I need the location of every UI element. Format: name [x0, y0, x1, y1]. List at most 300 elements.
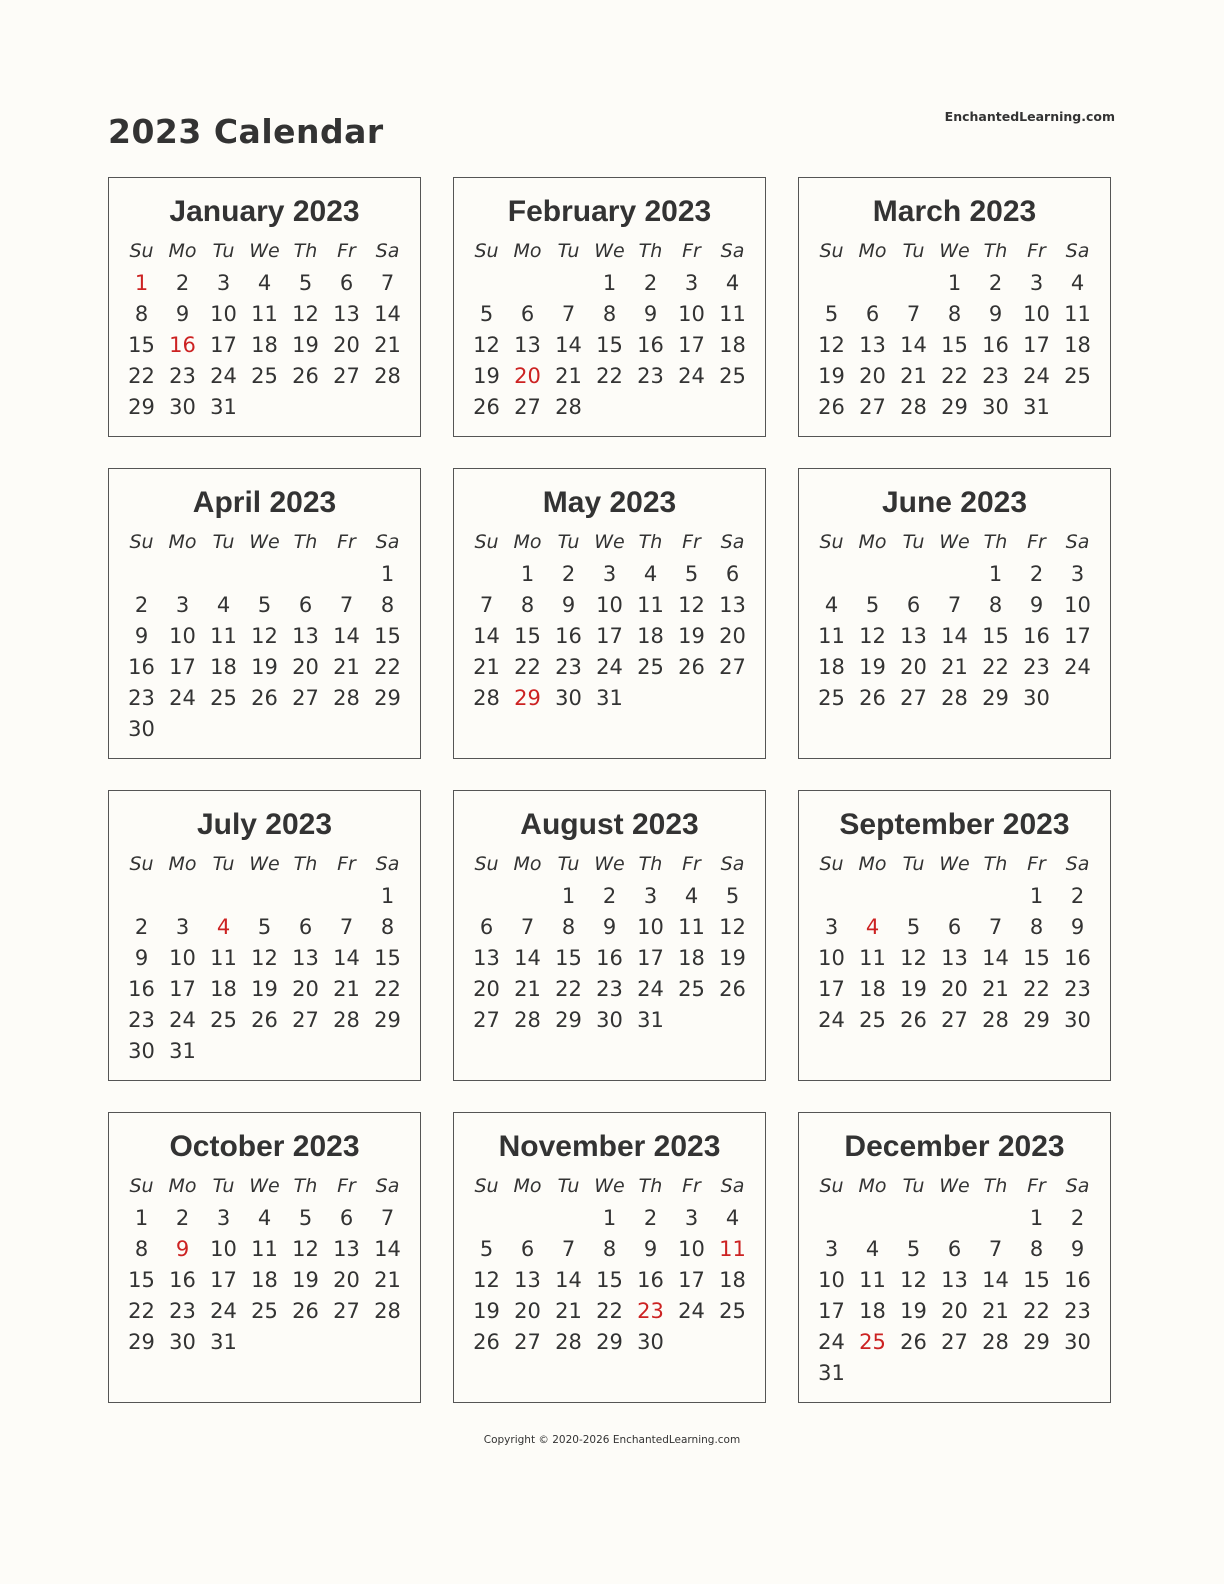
- day-cell: 7: [479, 593, 494, 617]
- day-cell: 20: [292, 655, 319, 679]
- day-cell: 21: [473, 655, 500, 679]
- day-cell: 8: [520, 593, 535, 617]
- month-title: February 2023: [507, 195, 712, 228]
- weekday-label: Mo: [168, 531, 197, 553]
- weekday-label: Tu: [902, 240, 925, 262]
- day-cell: 16: [982, 333, 1009, 357]
- weekday-label: We: [939, 531, 970, 553]
- day-cell: 22: [596, 1299, 623, 1323]
- empty-day-cell: [934, 1203, 975, 1234]
- day-cell: 19: [251, 977, 278, 1001]
- day-cell: 12: [900, 946, 927, 970]
- day-cell: 17: [818, 1299, 845, 1323]
- day-cell: 29: [941, 395, 968, 419]
- day-cell: 29: [555, 1008, 582, 1032]
- day-grid: [811, 881, 1110, 1036]
- weekday-header-row: [811, 237, 1110, 265]
- day-cell: 19: [859, 655, 886, 679]
- day-cell: 12: [473, 1268, 500, 1292]
- month-calendar: [453, 1112, 766, 1403]
- day-cell: 27: [514, 395, 541, 419]
- day-cell: 10: [818, 946, 845, 970]
- weekday-label: Tu: [212, 853, 235, 875]
- holiday-day-cell: 9: [175, 1237, 190, 1261]
- day-cell: 8: [380, 915, 395, 939]
- day-cell: 30: [555, 686, 582, 710]
- day-cell: 28: [982, 1330, 1009, 1354]
- day-cell: 18: [1064, 333, 1091, 357]
- day-cell: 23: [169, 364, 196, 388]
- empty-day-cell: [852, 268, 893, 299]
- day-cell: 27: [514, 1330, 541, 1354]
- day-cell: 5: [684, 562, 699, 586]
- weekday-label: Su: [819, 853, 844, 875]
- empty-day-cell: [852, 1203, 893, 1234]
- day-cell: 27: [333, 1299, 360, 1323]
- weekday-label: We: [939, 240, 970, 262]
- day-cell: 30: [637, 1330, 664, 1354]
- day-cell: 25: [637, 655, 664, 679]
- day-cell: 14: [941, 624, 968, 648]
- day-cell: 8: [380, 593, 395, 617]
- day-cell: 19: [678, 624, 705, 648]
- day-cell: 26: [900, 1330, 927, 1354]
- day-cell: 31: [210, 1330, 237, 1354]
- day-cell: 26: [473, 1330, 500, 1354]
- day-cell: 7: [988, 1237, 1003, 1261]
- day-cell: 11: [251, 1237, 278, 1261]
- empty-day-cell: [811, 881, 852, 912]
- day-cell: 10: [818, 1268, 845, 1292]
- day-cell: 9: [1070, 915, 1085, 939]
- weekday-label: Th: [293, 853, 318, 875]
- day-cell: 16: [637, 333, 664, 357]
- day-cell: 20: [941, 1299, 968, 1323]
- day-cell: 14: [982, 1268, 1009, 1292]
- day-cell: 28: [941, 686, 968, 710]
- day-cell: 5: [257, 593, 272, 617]
- day-cell: 3: [1070, 562, 1085, 586]
- day-cell: 1: [380, 884, 395, 908]
- weekday-header-row: [121, 1172, 420, 1200]
- weekday-label: Fr: [1027, 240, 1046, 262]
- day-cell: 22: [514, 655, 541, 679]
- day-cell: 29: [1023, 1008, 1050, 1032]
- weekday-label: We: [939, 1175, 970, 1197]
- day-cell: 21: [333, 655, 360, 679]
- day-cell: 5: [824, 302, 839, 326]
- weekday-label: Th: [293, 531, 318, 553]
- day-cell: 10: [1064, 593, 1091, 617]
- day-cell: 12: [678, 593, 705, 617]
- day-cell: 26: [900, 1008, 927, 1032]
- day-cell: 3: [684, 271, 699, 295]
- empty-day-cell: [203, 881, 244, 912]
- weekday-label: We: [594, 240, 625, 262]
- day-cell: 20: [292, 977, 319, 1001]
- day-cell: 24: [596, 655, 623, 679]
- day-cell: 6: [520, 1237, 535, 1261]
- day-cell: 23: [1064, 977, 1091, 1001]
- day-cell: 17: [169, 977, 196, 1001]
- day-cell: 13: [292, 624, 319, 648]
- weekday-label: Su: [474, 531, 499, 553]
- weekday-label: Tu: [212, 240, 235, 262]
- day-cell: 23: [128, 686, 155, 710]
- day-cell: 21: [900, 364, 927, 388]
- day-cell: 22: [1023, 977, 1050, 1001]
- weekday-label: Mo: [858, 531, 887, 553]
- month-title: September 2023: [839, 808, 1070, 841]
- day-cell: 11: [251, 302, 278, 326]
- weekday-header-row: [811, 528, 1110, 556]
- day-cell: 13: [719, 593, 746, 617]
- day-cell: 29: [128, 395, 155, 419]
- day-cell: 9: [643, 1237, 658, 1261]
- day-cell: 25: [210, 686, 237, 710]
- weekday-header-row: [466, 528, 765, 556]
- day-cell: 2: [643, 1206, 658, 1230]
- day-cell: 26: [251, 686, 278, 710]
- day-cell: 18: [210, 655, 237, 679]
- day-cell: 15: [596, 1268, 623, 1292]
- empty-day-cell: [893, 1203, 934, 1234]
- day-cell: 18: [251, 333, 278, 357]
- month-title: March 2023: [872, 195, 1037, 228]
- day-cell: 2: [988, 271, 1003, 295]
- day-cell: 27: [473, 1008, 500, 1032]
- empty-day-cell: [893, 559, 934, 590]
- day-cell: 28: [374, 1299, 401, 1323]
- weekday-label: We: [249, 240, 280, 262]
- day-cell: 5: [298, 1206, 313, 1230]
- day-cell: 24: [678, 1299, 705, 1323]
- day-cell: 2: [643, 271, 658, 295]
- empty-day-cell: [811, 1203, 852, 1234]
- day-cell: 28: [900, 395, 927, 419]
- day-cell: 4: [684, 884, 699, 908]
- day-cell: 2: [175, 1206, 190, 1230]
- day-cell: 2: [134, 593, 149, 617]
- day-cell: 25: [1064, 364, 1091, 388]
- day-cell: 1: [520, 562, 535, 586]
- day-cell: 7: [947, 593, 962, 617]
- day-cell: 12: [251, 624, 278, 648]
- weekday-label: Mo: [513, 1175, 542, 1197]
- day-grid: [121, 559, 420, 745]
- day-cell: 18: [637, 624, 664, 648]
- weekday-label: Sa: [375, 240, 400, 262]
- weekday-label: Su: [474, 853, 499, 875]
- day-cell: 10: [678, 1237, 705, 1261]
- day-cell: 2: [602, 884, 617, 908]
- day-cell: 26: [473, 395, 500, 419]
- empty-day-cell: [121, 881, 162, 912]
- month-title: June 2023: [881, 486, 1028, 519]
- day-cell: 11: [210, 946, 237, 970]
- calendar-grid: [108, 177, 1111, 1403]
- day-cell: 21: [374, 333, 401, 357]
- day-cell: 17: [637, 946, 664, 970]
- weekday-label: Sa: [375, 1175, 400, 1197]
- empty-day-cell: [466, 559, 507, 590]
- day-cell: 25: [251, 364, 278, 388]
- month-title: April 2023: [192, 486, 337, 519]
- day-cell: 7: [380, 1206, 395, 1230]
- day-cell: 8: [602, 1237, 617, 1261]
- day-cell: 18: [719, 333, 746, 357]
- day-cell: 12: [818, 333, 845, 357]
- day-cell: 23: [555, 655, 582, 679]
- day-cell: 19: [900, 1299, 927, 1323]
- day-cell: 11: [210, 624, 237, 648]
- weekday-label: Su: [129, 853, 154, 875]
- day-cell: 21: [333, 977, 360, 1001]
- day-cell: 16: [1064, 946, 1091, 970]
- day-cell: 16: [596, 946, 623, 970]
- day-cell: 25: [719, 1299, 746, 1323]
- day-cell: 10: [1023, 302, 1050, 326]
- day-cell: 20: [859, 364, 886, 388]
- day-cell: 15: [374, 946, 401, 970]
- month-calendar: [798, 177, 1111, 437]
- day-cell: 22: [982, 655, 1009, 679]
- day-cell: 9: [134, 624, 149, 648]
- day-cell: 15: [941, 333, 968, 357]
- day-cell: 31: [596, 686, 623, 710]
- day-cell: 13: [292, 946, 319, 970]
- day-cell: 23: [1064, 1299, 1091, 1323]
- day-cell: 21: [514, 977, 541, 1001]
- day-cell: 15: [128, 333, 155, 357]
- weekday-label: Su: [819, 531, 844, 553]
- day-cell: 12: [251, 946, 278, 970]
- day-cell: 1: [602, 271, 617, 295]
- day-cell: 11: [818, 624, 845, 648]
- day-cell: 30: [1064, 1008, 1091, 1032]
- day-cell: 29: [374, 686, 401, 710]
- weekday-label: Su: [819, 1175, 844, 1197]
- day-cell: 11: [859, 946, 886, 970]
- day-cell: 7: [561, 1237, 576, 1261]
- weekday-label: Tu: [902, 531, 925, 553]
- weekday-label: Tu: [212, 531, 235, 553]
- day-cell: 24: [1023, 364, 1050, 388]
- day-cell: 8: [134, 302, 149, 326]
- day-cell: 22: [596, 364, 623, 388]
- day-cell: 29: [982, 686, 1009, 710]
- month-calendar: [798, 468, 1111, 759]
- empty-day-cell: [466, 1203, 507, 1234]
- weekday-label: Th: [983, 853, 1008, 875]
- day-cell: 6: [725, 562, 740, 586]
- weekday-label: Th: [293, 1175, 318, 1197]
- day-cell: 14: [333, 946, 360, 970]
- day-cell: 6: [339, 271, 354, 295]
- weekday-label: Mo: [858, 1175, 887, 1197]
- day-cell: 6: [947, 1237, 962, 1261]
- day-cell: 16: [1064, 1268, 1091, 1292]
- day-cell: 29: [1023, 1330, 1050, 1354]
- day-cell: 14: [374, 302, 401, 326]
- day-cell: 29: [596, 1330, 623, 1354]
- day-cell: 27: [292, 1008, 319, 1032]
- weekday-label: Mo: [513, 853, 542, 875]
- day-cell: 13: [900, 624, 927, 648]
- weekday-label: Su: [819, 240, 844, 262]
- day-cell: 3: [684, 1206, 699, 1230]
- empty-day-cell: [285, 559, 326, 590]
- month-calendar: [453, 468, 766, 759]
- month-calendar: [108, 468, 421, 759]
- day-cell: 2: [561, 562, 576, 586]
- empty-day-cell: [934, 559, 975, 590]
- day-cell: 17: [1023, 333, 1050, 357]
- day-cell: 11: [1064, 302, 1091, 326]
- day-cell: 10: [169, 946, 196, 970]
- day-cell: 21: [982, 1299, 1009, 1323]
- day-cell: 23: [596, 977, 623, 1001]
- holiday-day-cell: 23: [637, 1299, 664, 1323]
- weekday-label: Th: [983, 1175, 1008, 1197]
- month-calendar: [108, 790, 421, 1081]
- day-cell: 10: [210, 1237, 237, 1261]
- day-cell: 28: [555, 395, 582, 419]
- day-cell: 5: [906, 1237, 921, 1261]
- day-cell: 25: [210, 1008, 237, 1032]
- day-cell: 16: [128, 977, 155, 1001]
- day-cell: 10: [169, 624, 196, 648]
- weekday-label: Th: [983, 531, 1008, 553]
- day-cell: 18: [251, 1268, 278, 1292]
- day-cell: 30: [1023, 686, 1050, 710]
- day-cell: 4: [865, 1237, 880, 1261]
- empty-day-cell: [893, 268, 934, 299]
- day-cell: 25: [251, 1299, 278, 1323]
- day-cell: 9: [1070, 1237, 1085, 1261]
- day-cell: 20: [719, 624, 746, 648]
- day-cell: 10: [210, 302, 237, 326]
- day-cell: 13: [859, 333, 886, 357]
- day-cell: 6: [298, 915, 313, 939]
- day-cell: 16: [1023, 624, 1050, 648]
- day-cell: 24: [210, 364, 237, 388]
- day-cell: 27: [941, 1008, 968, 1032]
- day-cell: 19: [900, 977, 927, 1001]
- day-cell: 24: [818, 1330, 845, 1354]
- day-cell: 14: [900, 333, 927, 357]
- day-cell: 24: [169, 1008, 196, 1032]
- day-cell: 19: [719, 946, 746, 970]
- day-cell: 24: [1064, 655, 1091, 679]
- empty-day-cell: [244, 559, 285, 590]
- empty-day-cell: [326, 881, 367, 912]
- day-cell: 8: [561, 915, 576, 939]
- day-grid: [466, 268, 765, 423]
- day-cell: 7: [380, 271, 395, 295]
- holiday-day-cell: 1: [134, 271, 149, 295]
- month-title: October 2023: [169, 1130, 360, 1163]
- day-cell: 11: [719, 302, 746, 326]
- day-cell: 20: [333, 333, 360, 357]
- day-cell: 27: [900, 686, 927, 710]
- day-cell: 28: [514, 1008, 541, 1032]
- empty-day-cell: [121, 559, 162, 590]
- day-cell: 3: [216, 1206, 231, 1230]
- month-title: November 2023: [498, 1130, 721, 1163]
- day-cell: 26: [251, 1008, 278, 1032]
- day-cell: 31: [1023, 395, 1050, 419]
- day-cell: 12: [292, 1237, 319, 1261]
- day-cell: 6: [298, 593, 313, 617]
- day-cell: 31: [210, 395, 237, 419]
- day-grid: [811, 1203, 1110, 1389]
- day-cell: 24: [637, 977, 664, 1001]
- weekday-label: Sa: [720, 1175, 745, 1197]
- day-cell: 15: [128, 1268, 155, 1292]
- empty-day-cell: [507, 881, 548, 912]
- weekday-label: Mo: [168, 240, 197, 262]
- day-grid: [466, 1203, 765, 1358]
- day-cell: 12: [900, 1268, 927, 1292]
- weekday-header-row: [466, 850, 765, 878]
- weekday-label: We: [594, 853, 625, 875]
- day-cell: 4: [643, 562, 658, 586]
- day-cell: 5: [479, 1237, 494, 1261]
- day-cell: 13: [941, 1268, 968, 1292]
- day-cell: 6: [339, 1206, 354, 1230]
- day-cell: 13: [514, 333, 541, 357]
- day-cell: 2: [134, 915, 149, 939]
- day-cell: 16: [555, 624, 582, 648]
- day-cell: 22: [374, 977, 401, 1001]
- holiday-day-cell: 4: [216, 915, 231, 939]
- weekday-header-row: [121, 850, 420, 878]
- weekday-label: Sa: [375, 531, 400, 553]
- weekday-label: Tu: [557, 240, 580, 262]
- day-cell: 31: [637, 1008, 664, 1032]
- day-cell: 12: [473, 333, 500, 357]
- day-cell: 2: [175, 271, 190, 295]
- day-cell: 26: [292, 1299, 319, 1323]
- day-cell: 21: [374, 1268, 401, 1292]
- day-cell: 8: [602, 302, 617, 326]
- empty-day-cell: [811, 559, 852, 590]
- day-cell: 28: [333, 1008, 360, 1032]
- weekday-label: Mo: [168, 853, 197, 875]
- day-cell: 20: [333, 1268, 360, 1292]
- day-cell: 1: [561, 884, 576, 908]
- day-cell: 18: [859, 1299, 886, 1323]
- day-cell: 20: [941, 977, 968, 1001]
- day-cell: 21: [555, 1299, 582, 1323]
- day-cell: 17: [210, 333, 237, 357]
- weekday-label: Th: [638, 853, 663, 875]
- day-cell: 11: [637, 593, 664, 617]
- day-cell: 11: [678, 915, 705, 939]
- weekday-label: Fr: [1027, 853, 1046, 875]
- holiday-day-cell: 11: [719, 1237, 746, 1261]
- weekday-label: Su: [129, 1175, 154, 1197]
- empty-day-cell: [162, 559, 203, 590]
- weekday-label: Mo: [858, 853, 887, 875]
- day-cell: 14: [982, 946, 1009, 970]
- day-cell: 15: [982, 624, 1009, 648]
- day-cell: 21: [941, 655, 968, 679]
- day-cell: 26: [859, 686, 886, 710]
- weekday-label: Sa: [1065, 240, 1090, 262]
- month-title: August 2023: [520, 808, 699, 841]
